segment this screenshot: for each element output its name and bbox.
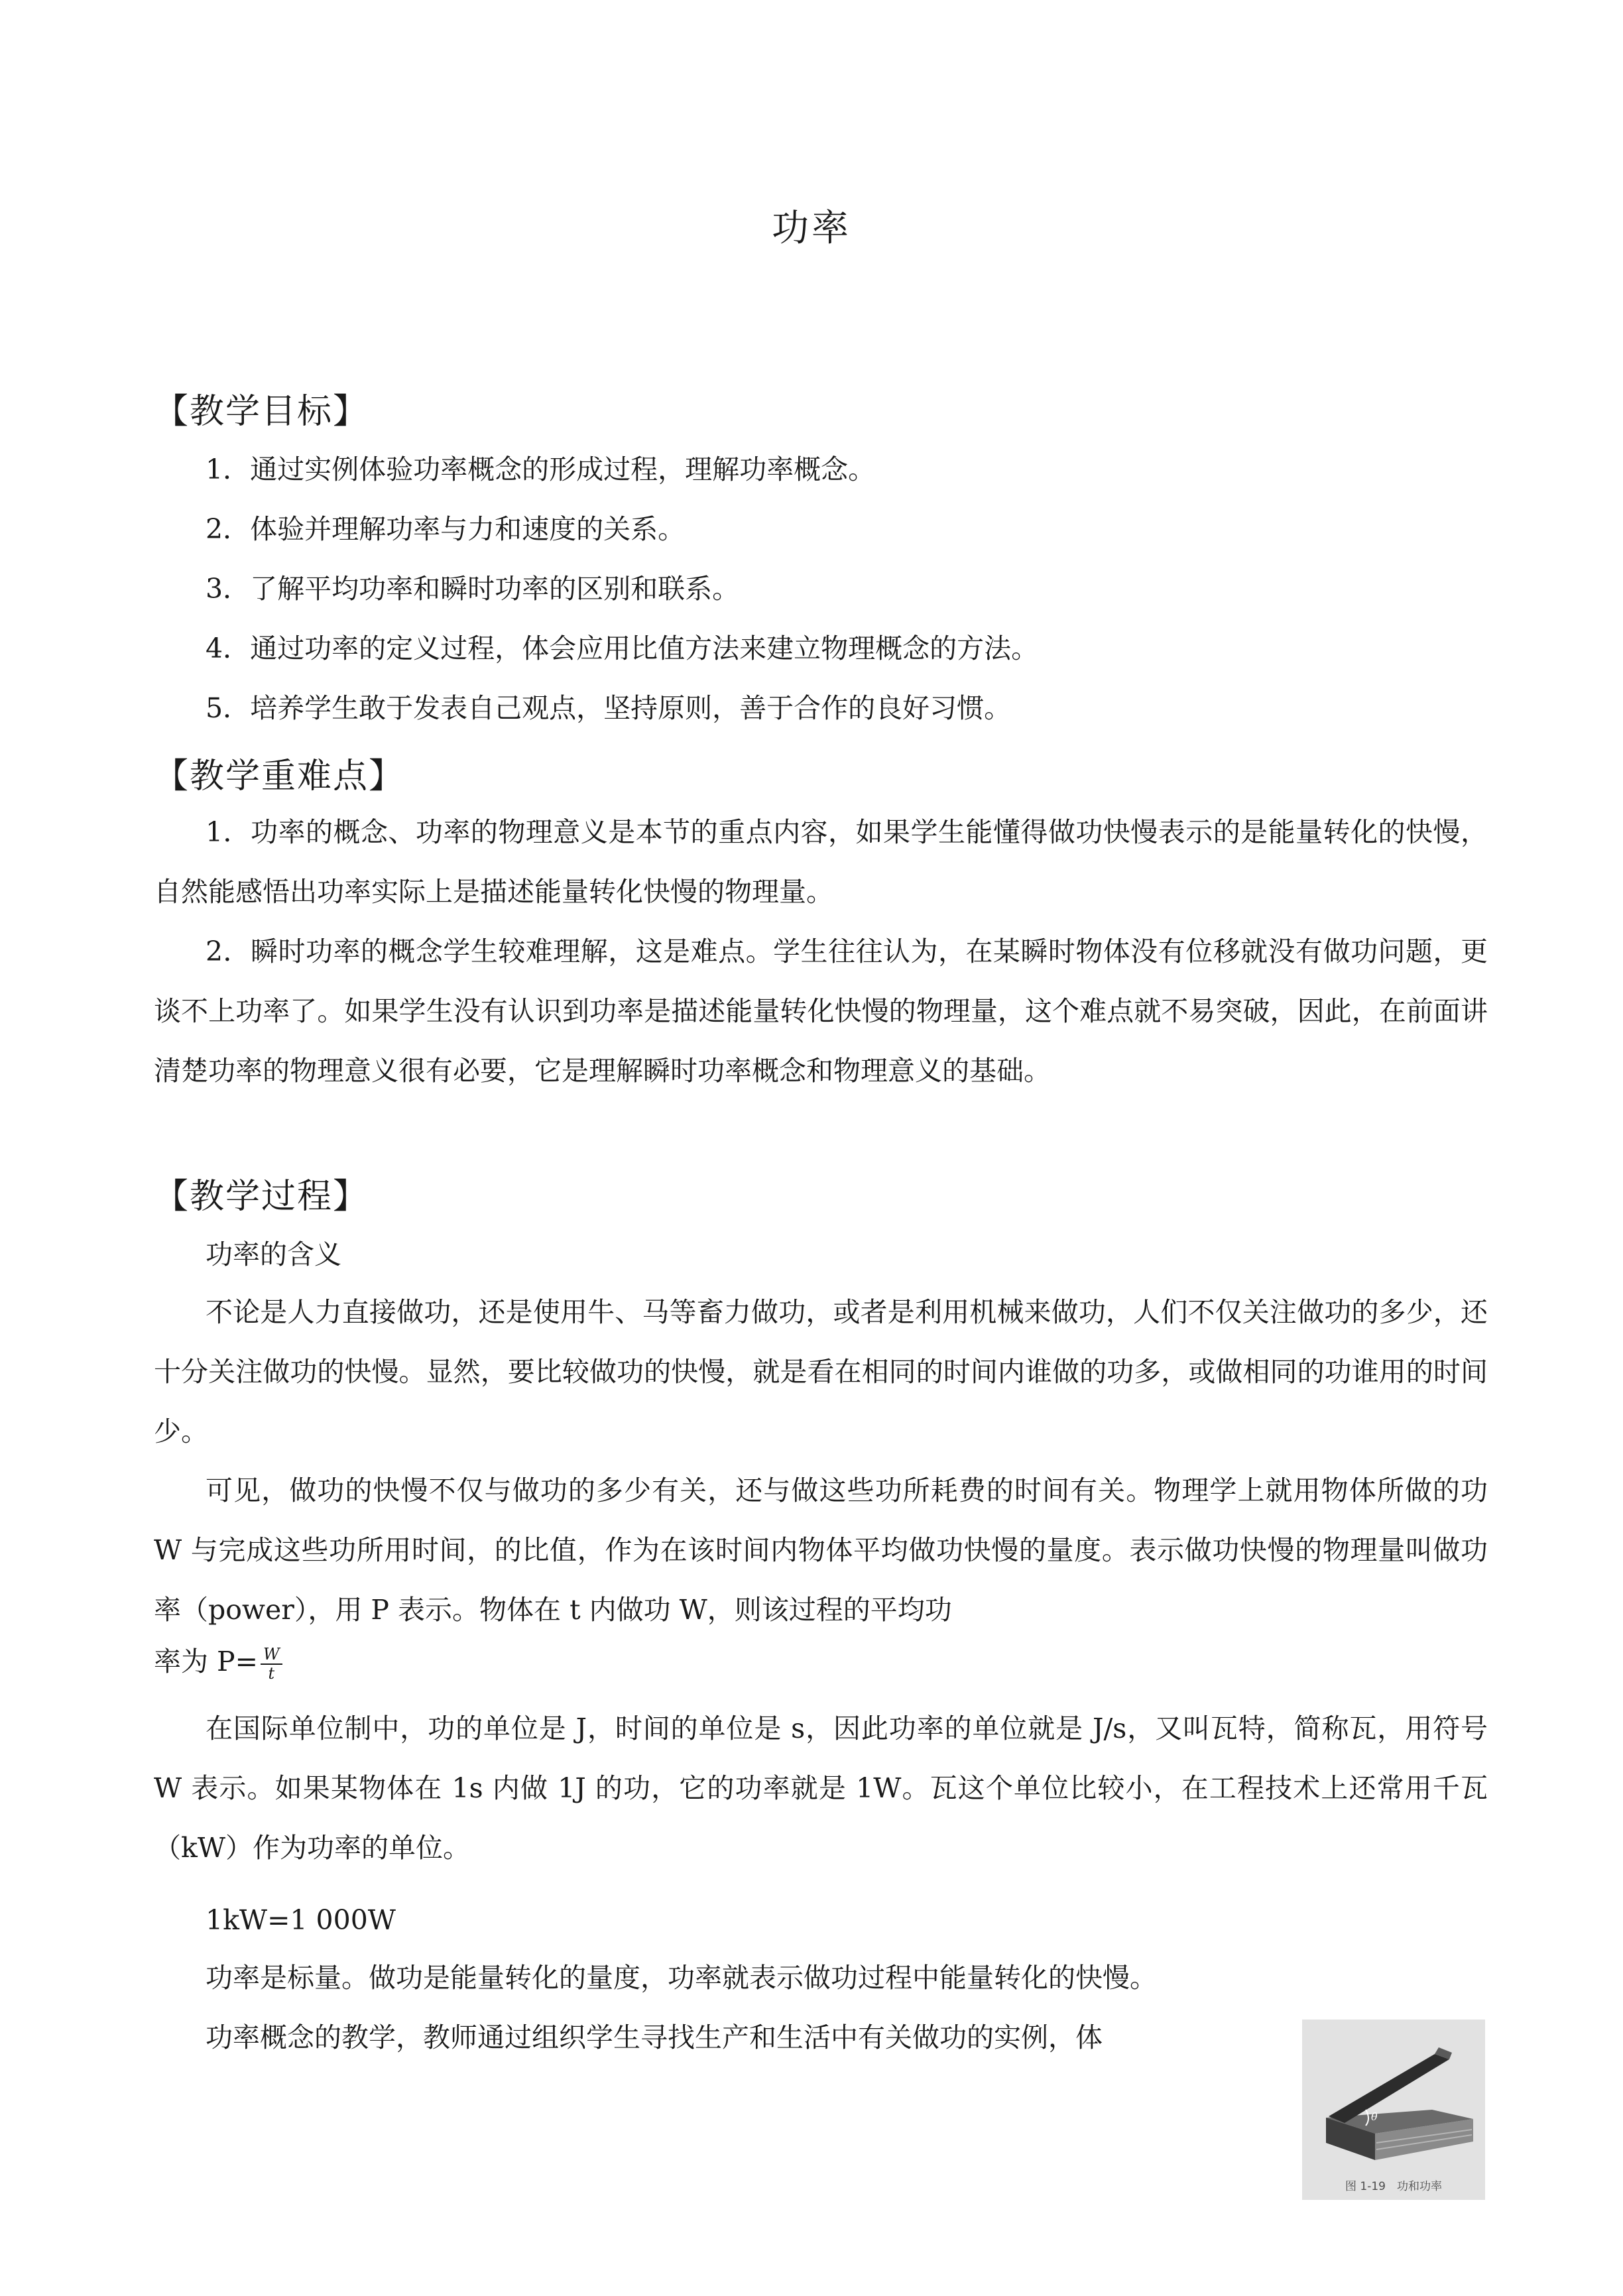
process-paragraph-4: 功率是标量。做功是能量转化的量度，功率就表示做功过程中能量转化的快慢。 <box>206 1962 1157 1994</box>
goals-heading: 【教学目标】 <box>154 392 369 432</box>
formula-fraction <box>261 1646 282 1682</box>
formula-numerator: W <box>261 1646 282 1664</box>
book-lid-illustration <box>1302 2020 1485 2200</box>
keypoint-paragraph-2: 2．瞬时功率的概念学生较难理解，这是难点。学生往往认为，在某瞬时物体没有位移就没有做功问题，更谈不上功率了。如果学生没有认识到功率是描述能量转化快慢的物理量，这个难点就不易突破，因此，在前面讲清楚功率的物理意义很有必要，它是理解瞬时功率概念和物理意义的基础。 <box>154 936 1488 1087</box>
formula-prefix: 率为 P= <box>154 1646 258 1677</box>
keypoint-paragraph-1: 1．功率的概念、功率的物理意义是本节的重点内容，如果学生能懂得做功快慢表示的是能量转化的快慢，自然能感悟出功率实际上是描述能量转化快慢的物理量。 <box>154 816 1488 908</box>
process-paragraph-3: 在国际单位制中，功的单位是 J，时间的单位是 s，因此功率的单位就是 J/s，又叫瓦特，简称瓦，用符号 W 表示。如果某物体在 1s 内做 1J 的功，它的功率就是 1W。瓦这个单位比较小，在工程技术上还常用千瓦（kW）作为功率的单位。 <box>154 1713 1488 1864</box>
goal-item-4: 4．通过功率的定义过程，体会应用比值方法来建立物理概念的方法。 <box>206 633 1039 664</box>
process-paragraph-2: 可见，做功的快慢不仅与做功的多少有关，还与做这些功所耗费的时间有关。物理学上就用物体所做的功 W 与完成这些功所用时间，的比值，作为在该时间内物体平均做功快慢的量度。表示做功快慢的物理量叫做功率（power），用 P 表示。物体在 t 内做功 W，则该过程的平均功 <box>154 1475 1488 1626</box>
formula-denominator: t <box>268 1663 275 1683</box>
figure-work-power <box>1302 2020 1485 2200</box>
goal-item-1: 1．通过实例体验功率概念的形成过程，理解功率概念。 <box>206 453 876 485</box>
process-paragraph-5: 功率概念的教学，教师通过组织学生寻找生产和生活中有关做功的实例，体 <box>206 2022 1103 2053</box>
goal-item-5: 5．培养学生敢于发表自己观点，坚持原则，善于合作的良好习惯。 <box>206 692 1012 724</box>
process-heading: 【教学过程】 <box>154 1177 369 1217</box>
process-paragraph-1: 不论是人力直接做功，还是使用牛、马等畜力做功，或者是利用机械来做功，人们不仅关注做功的多少，还十分关注做功的快慢。显然，要比较做功的快慢，就是看在相同的时间内谁做的功多，或做相同的功谁用的时间少。 <box>154 1296 1488 1447</box>
angle-symbol: θ <box>1371 2110 1378 2123</box>
process-subheading: 功率的含义 <box>206 1239 341 1270</box>
goal-item-2: 2．体验并理解功率与力和速度的关系。 <box>206 513 686 545</box>
power-formula <box>154 1640 282 1682</box>
figure-caption: 图 1-19 功和功率 <box>1345 2180 1442 2193</box>
keypoints-heading: 【教学重难点】 <box>154 756 405 796</box>
unit-conversion: 1kW=1 000W <box>206 1904 396 1936</box>
page-title: 功率 <box>772 207 851 250</box>
goal-item-3: 3．了解平均功率和瞬时功率的区别和联系。 <box>206 573 740 605</box>
